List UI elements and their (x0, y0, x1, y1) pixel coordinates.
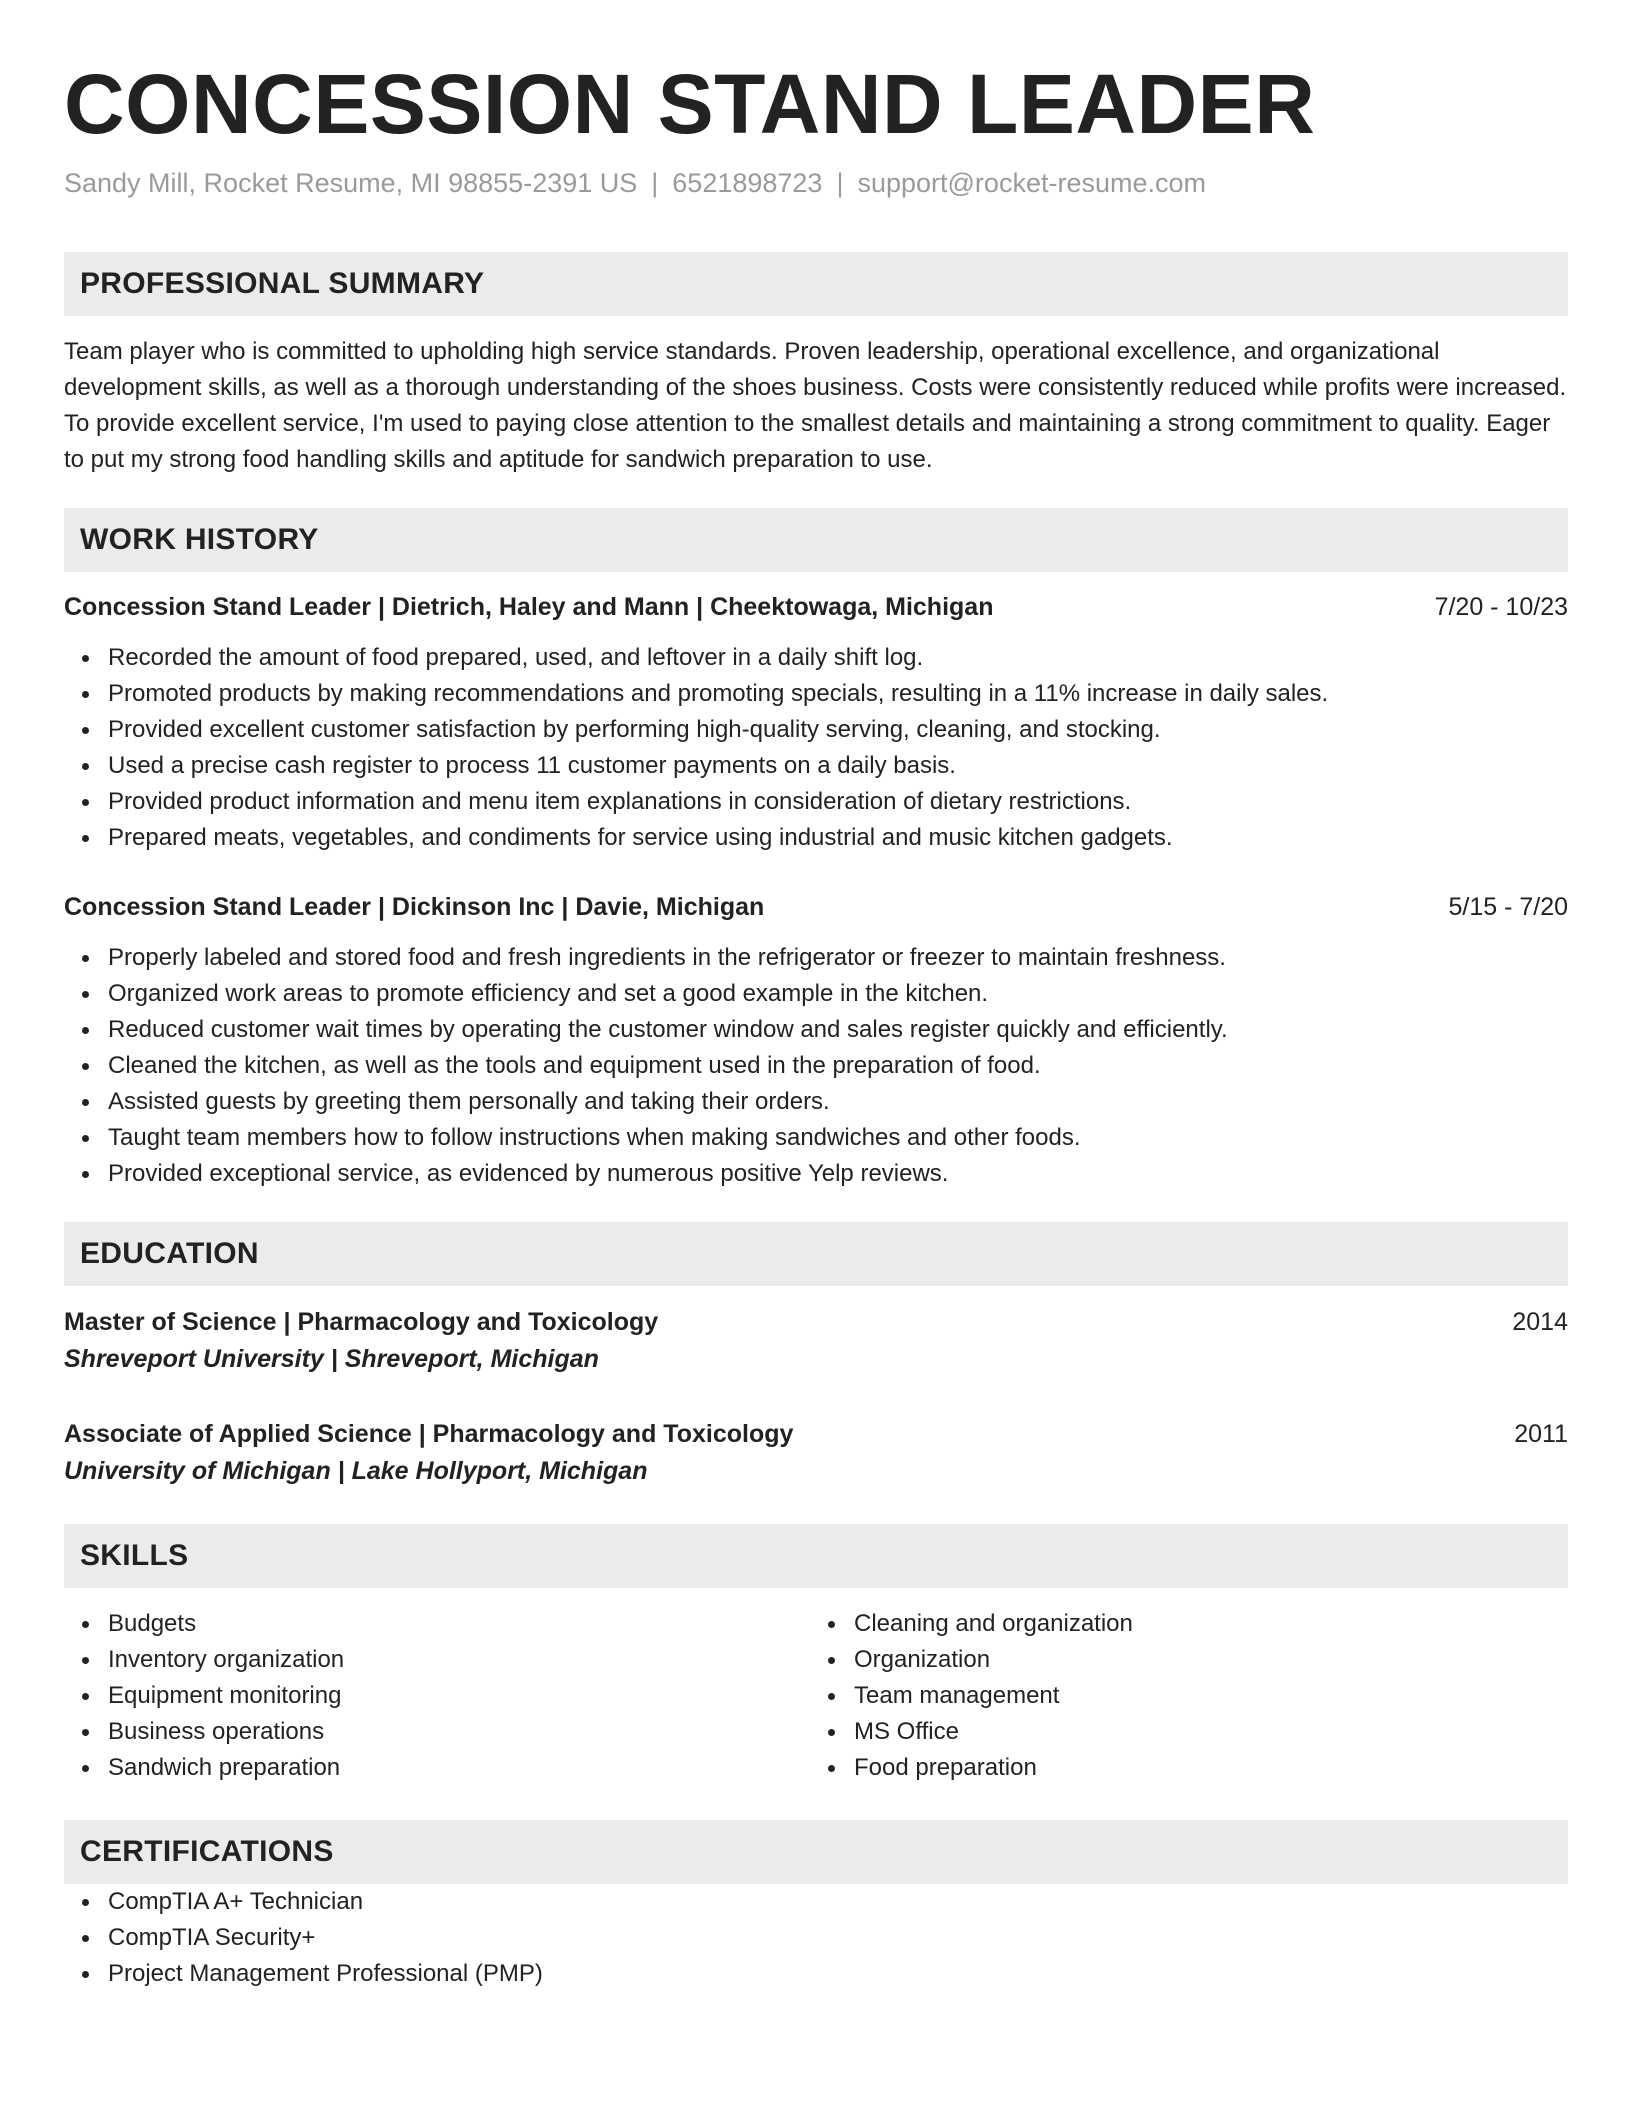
job-bullet: Prepared meats, vegetables, and condiments for service using industrial and music kitchen gadgets. (64, 820, 1568, 856)
certifications-heading: CERTIFICATIONS (80, 1835, 334, 1868)
contact-phone: 6521898723 (672, 168, 823, 198)
certification-item: CompTIA Security+ (64, 1920, 1568, 1956)
skills-column-right (810, 1606, 1562, 1786)
certification-item: Project Management Professional (PMP) (64, 1956, 1568, 1992)
job-bullet: Provided exceptional service, as evidenced by numerous positive Yelp reviews. (64, 1156, 1568, 1192)
contact-address: Sandy Mill, Rocket Resume, MI 98855-2391 US (64, 168, 638, 198)
skill-item: Organization (810, 1642, 1562, 1678)
skill-item: MS Office (810, 1714, 1562, 1750)
job-bullet: Organized work areas to promote efficiency and set a good example in the kitchen. (64, 976, 1568, 1012)
job-bullet: Assisted guests by greeting them personally and taking their orders. (64, 1084, 1568, 1120)
education-heading: EDUCATION (80, 1237, 259, 1270)
skill-item: Sandwich preparation (64, 1750, 816, 1786)
job-header (64, 590, 1568, 624)
job-bullet: Used a precise cash register to process 11 customer payments on a daily basis. (64, 748, 1568, 784)
summary-text: Team player who is committed to upholding high service standards. Proven leadership, operational excellence, and organizational development skills, as well as a thorough understanding of the shoes business. Costs were consistently reduced while profits were increased. To provide excellent service, I'm used to paying close attention to the smallest details and maintaining a strong commitment to quality. Eager to put my strong food handling skills and aptitude for sandwich preparation to use. (64, 338, 1567, 473)
education-entry (64, 1416, 1568, 1490)
job-bullet: Provided excellent customer satisfaction by performing high-quality serving, cleaning, and stocking. (64, 712, 1568, 748)
skill-item: Equipment monitoring (64, 1678, 816, 1714)
skill-item: Cleaning and organization (810, 1606, 1562, 1642)
job-bullet: Promoted products by making recommendations and promoting specials, resulting in a 11% increase in daily sales. (64, 676, 1568, 712)
job-entry (64, 890, 1568, 1192)
contact-email: support@rocket-resume.com (857, 168, 1206, 198)
job-dates: 7/20 - 10/23 (1434, 593, 1568, 621)
job-bullet: Cleaned the kitchen, as well as the tools and equipment used in the preparation of food. (64, 1048, 1568, 1084)
education-year: 2011 (1514, 1420, 1568, 1448)
skills-column-left (64, 1606, 816, 1786)
education-section-header (64, 1222, 1568, 1286)
job-title: Concession Stand Leader | Dickinson Inc | Davie, Michigan (64, 893, 765, 921)
education-school: University of Michigan | Lake Hollyport, Michigan (64, 1457, 648, 1485)
skill-item: Food preparation (810, 1750, 1562, 1786)
job-bullet: Provided product information and menu item explanations in consideration of dietary restrictions. (64, 784, 1568, 820)
job-header (64, 890, 1568, 924)
job-bullets (64, 940, 1568, 1192)
job-title: Concession Stand Leader | Dietrich, Haley and Mann | Cheektowaga, Michigan (64, 593, 994, 621)
job-entry (64, 590, 1568, 856)
job-bullets (64, 640, 1568, 856)
work-heading: WORK HISTORY (80, 523, 319, 556)
skill-item: Inventory organization (64, 1642, 816, 1678)
education-year: 2014 (1512, 1308, 1568, 1336)
job-dates: 5/15 - 7/20 (1448, 893, 1568, 921)
contact-separator: | (836, 168, 844, 198)
certification-item: CompTIA A+ Technician (64, 1884, 1568, 1920)
education-degree: Associate of Applied Science | Pharmacology and Toxicology (64, 1420, 794, 1448)
contact-line (64, 166, 1568, 200)
skill-item: Budgets (64, 1606, 816, 1642)
skill-item: Team management (810, 1678, 1562, 1714)
skills-section-header (64, 1524, 1568, 1588)
education-header (64, 1304, 1568, 1340)
job-bullet: Taught team members how to follow instructions when making sandwiches and other foods. (64, 1120, 1568, 1156)
summary-section-header (64, 252, 1568, 316)
job-bullet: Properly labeled and stored food and fresh ingredients in the refrigerator or freezer to maintain freshness. (64, 940, 1568, 976)
summary-heading: PROFESSIONAL SUMMARY (80, 267, 485, 300)
education-entry (64, 1304, 1568, 1378)
skills-grid (64, 1606, 1568, 1786)
skills-heading: SKILLS (80, 1539, 189, 1572)
certifications-list (64, 1884, 1568, 1992)
work-section-header (64, 508, 1568, 572)
skill-item: Business operations (64, 1714, 816, 1750)
education-header (64, 1416, 1568, 1452)
job-bullet: Recorded the amount of food prepared, used, and leftover in a daily shift log. (64, 640, 1568, 676)
education-degree: Master of Science | Pharmacology and Toxicology (64, 1308, 659, 1336)
resume-title: CONCESSION STAND LEADER (64, 57, 1316, 151)
education-school: Shreveport University | Shreveport, Michigan (64, 1345, 599, 1373)
contact-separator: | (651, 168, 659, 198)
certifications-section-header (64, 1820, 1568, 1884)
job-bullet: Reduced customer wait times by operating the customer window and sales register quickly and efficiently. (64, 1012, 1568, 1048)
